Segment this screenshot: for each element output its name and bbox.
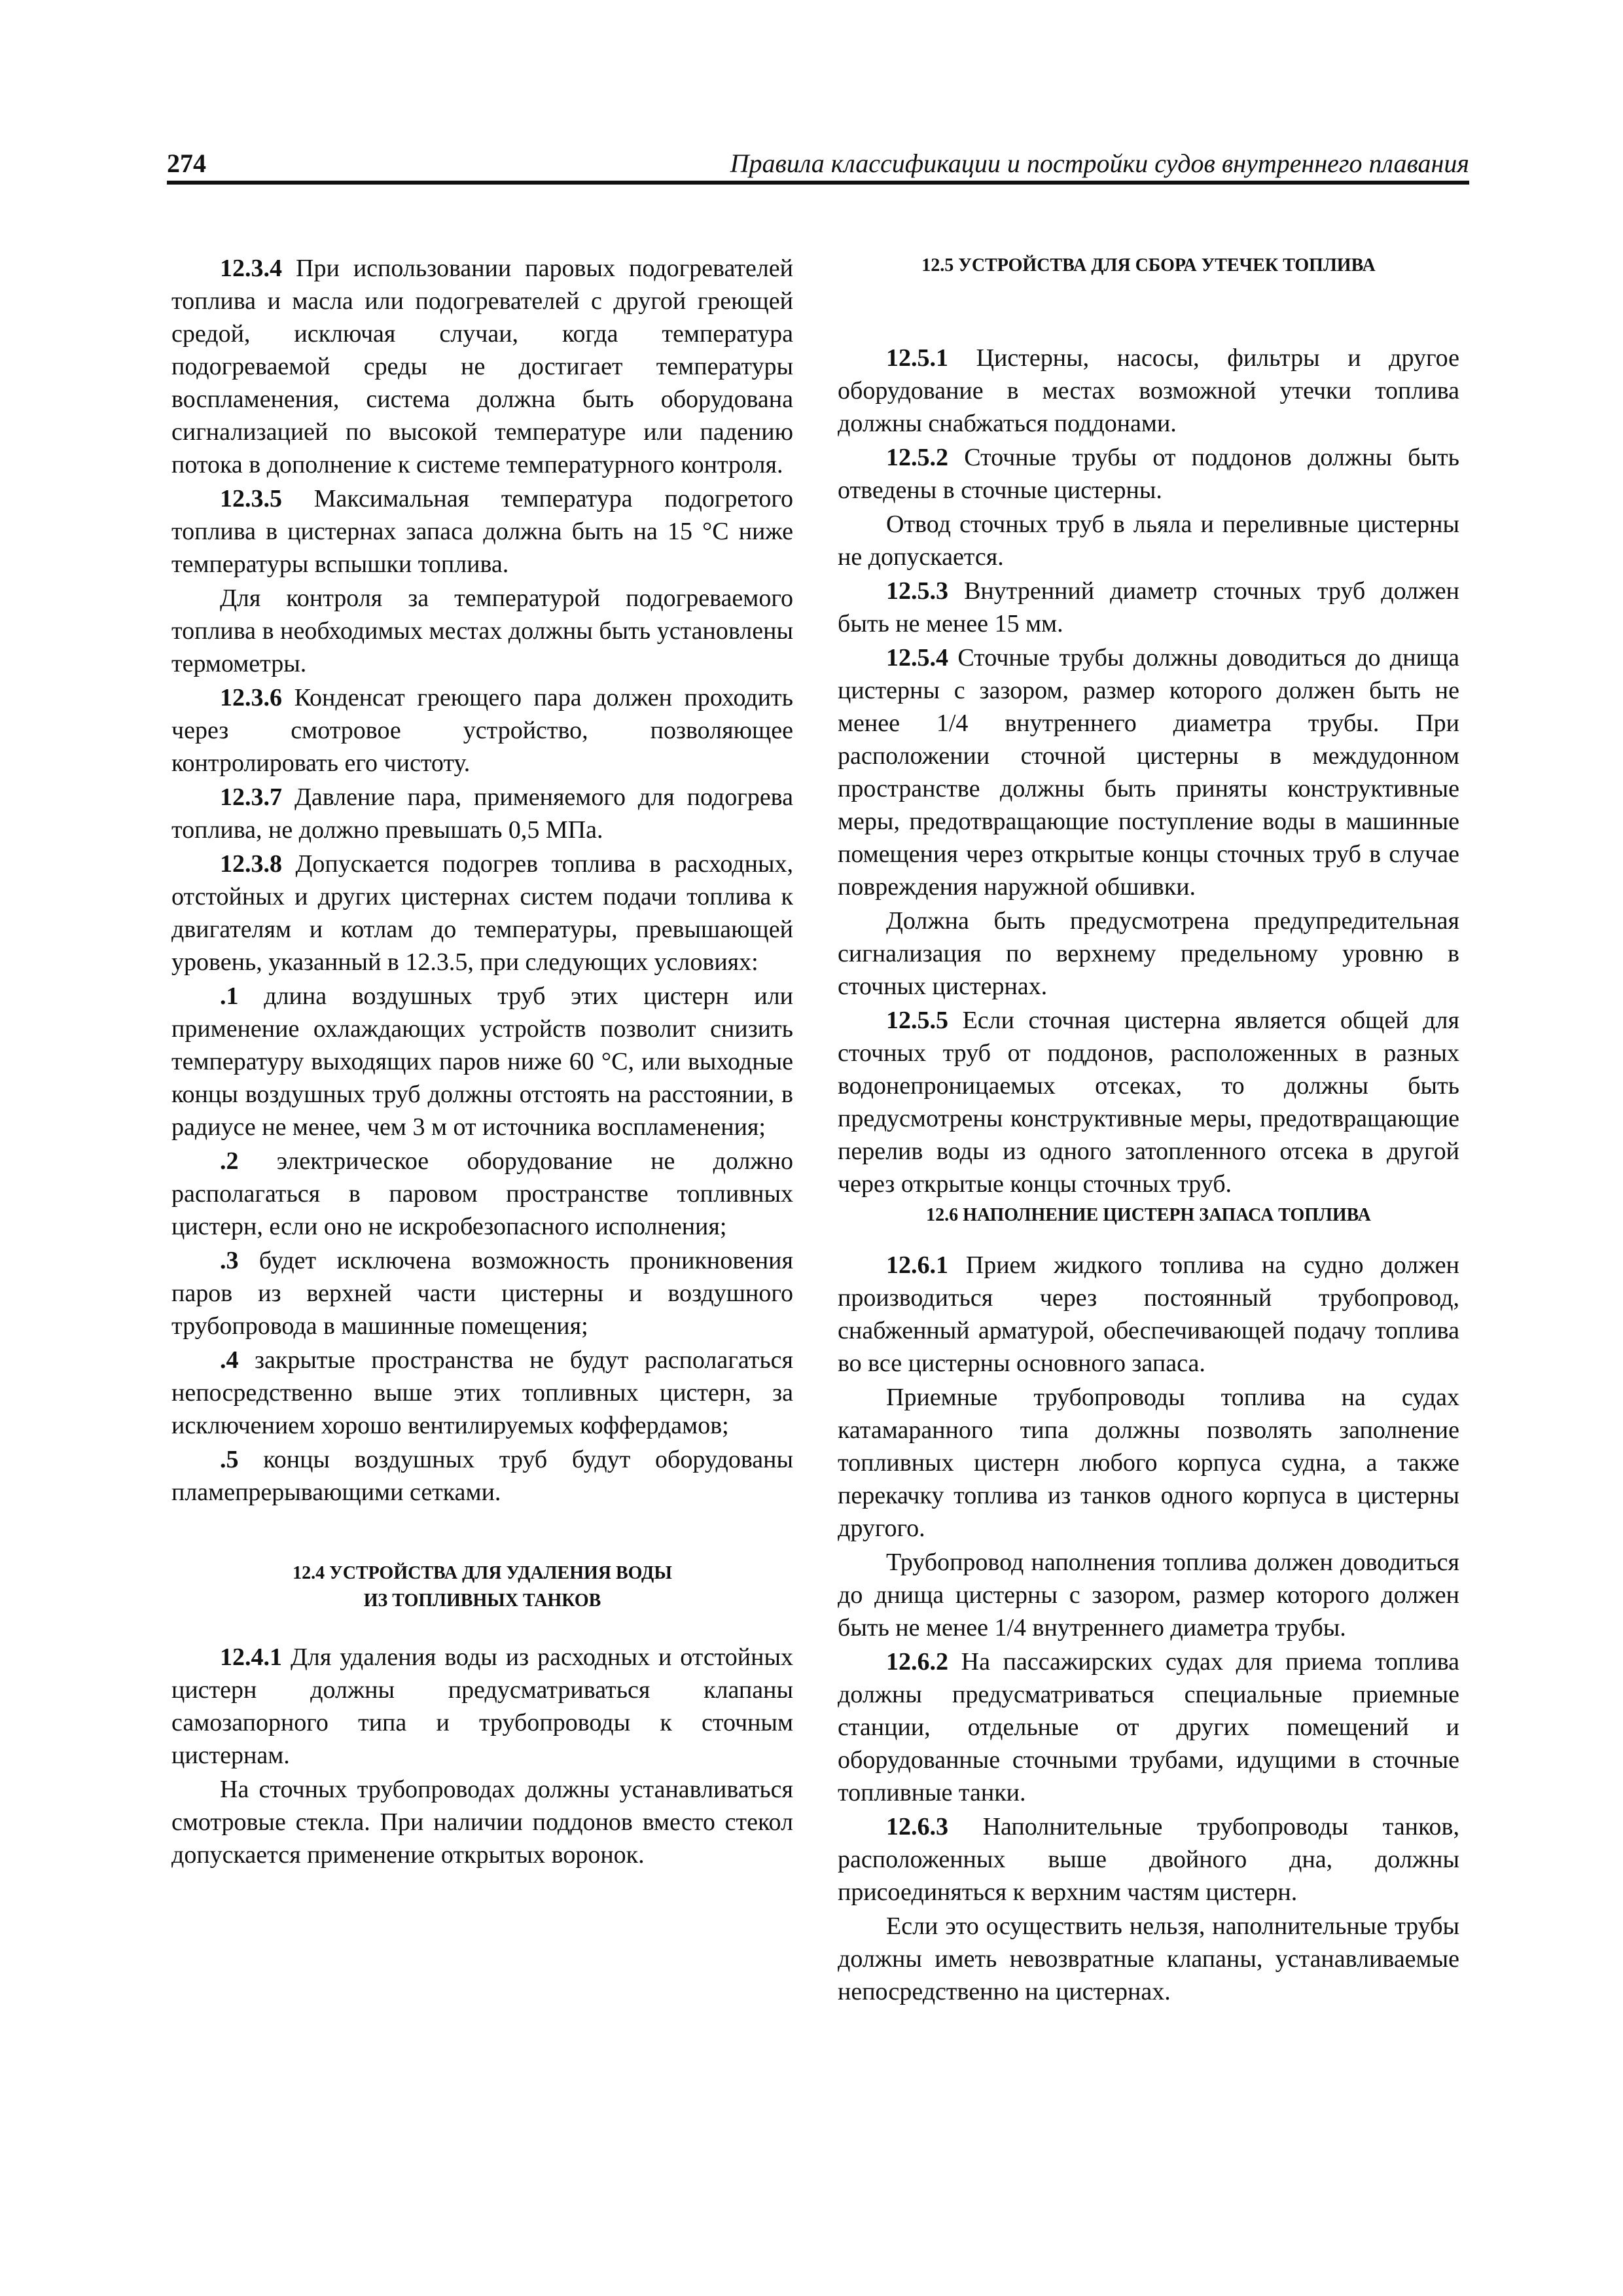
section-heading-line: 12.6 НАПОЛНЕНИЕ ЦИСТЕРН ЗАПАСА ТОПЛИВА: [926, 1205, 1371, 1225]
paragraph: [838, 641, 1459, 903]
paragraph-text: Отвод сточных труб в льяла и переливные цистерны не допускается.: [838, 511, 1459, 571]
paragraph: [838, 1645, 1459, 1809]
paragraph: [171, 1344, 793, 1442]
clause-number: 12.3.7: [220, 783, 282, 811]
clause-number: 12.5.1: [886, 344, 948, 372]
paragraph: [171, 781, 793, 846]
paragraph: [171, 1244, 793, 1342]
page-number: 274: [167, 149, 206, 178]
paragraph: [171, 980, 793, 1143]
paragraph-text: Приемные трубопроводы топлива на судах катамаранного типа должны позволять заполнение топливных цистерн любого корпуса судна, а также перекачку топлива из танков одного корпуса в цистерны другого.: [838, 1384, 1459, 1542]
paragraph: [171, 482, 793, 581]
paragraph: [838, 1910, 1459, 2008]
section-heading-line: 12.4 УСТРОЙСТВА ДЛЯ УДАЛЕНИЯ ВОДЫ: [293, 1563, 672, 1583]
paragraph: [171, 1641, 793, 1772]
clause-number: 12.6.2: [886, 1648, 948, 1676]
paragraph: [838, 1381, 1459, 1545]
clause-number: .4: [220, 1346, 239, 1374]
clause-number: .1: [220, 982, 239, 1010]
paragraph-text: Трубопровод наполнения топлива должен доводиться до днища цистерны с зазором, размер которого должен быть не менее 1/4 внутреннего диаметра трубы.: [838, 1549, 1459, 1641]
paragraph: [171, 252, 793, 481]
paragraph: [838, 1546, 1459, 1644]
paragraph-text: закрытые пространства не будут располагаться непосредственно выше этих топливных цистерн, за исключением хорошо вентилируемых коффердамов;: [171, 1346, 793, 1439]
paragraph-text: Внутренний диаметр сточных труб должен быть не менее 15 мм.: [838, 577, 1459, 637]
clause-number: 12.4.1: [220, 1643, 282, 1671]
section-heading: [171, 1560, 793, 1615]
paragraph-text: длина воздушных труб этих цистерн или применение охлаждающих устройств позволит снизить температуру выходящих паров ниже 60 °С, или выходные концы воздушных труб должны отстоять на расстоянии, в радиусе не менее, чем 3 м от источника воспламенения;: [171, 982, 793, 1141]
paragraph-text: Допускается подогрев топлива в расходных, отстойных и других цистернах систем подачи топлива к двигателям и котлам до температуры, превышающей уровень, указанный в 12.3.5, при следующих условиях:: [171, 850, 793, 976]
clause-number: 12.3.8: [220, 850, 282, 878]
clause-number: .3: [220, 1247, 239, 1274]
page-header: [167, 148, 1469, 185]
paragraph-text: Если сточная цистерна является общей для сточных труб от поддонов, расположенных в разных водонепроницаемых отсеках, то должны быть предусмотрены конструктивные меры, предотвращающие перелив воды из одного затопленного отсека в другой через открытые концы сточных труб.: [838, 1007, 1459, 1198]
paragraph-text: будет исключена возможность проникновения паров из верхней части цистерны и воздушного трубопровода в машинные помещения;: [171, 1247, 793, 1340]
paragraph-text: На сточных трубопроводах должны устанавливаться смотровые стекла. При наличии поддонов вместо стекол допускается применение открытых воронок.: [171, 1776, 793, 1869]
clause-number: 12.5.4: [886, 644, 948, 672]
clause-number: .2: [220, 1147, 239, 1175]
paragraph-text: Для удаления воды из расходных и отстойных цистерн должны предусматриваться клапаны самозапорного типа и трубопроводы к сточным цистернам.: [171, 1643, 793, 1769]
clause-number: 12.6.3: [886, 1813, 948, 1840]
paragraph-text: Прием жидкого топлива на судно должен производиться через постоянный трубопровод, снабженный арматурой, обеспечивающей подачу топлива во все цистерны основного запаса.: [838, 1251, 1459, 1377]
clause-number: 12.5.2: [886, 444, 948, 471]
right-column: [838, 252, 1459, 2009]
paragraph: [838, 1249, 1459, 1380]
paragraph: [171, 848, 793, 978]
paragraph: [838, 1004, 1459, 1200]
paragraph-text: Максимальная температура подогретого топлива в цистернах запаса должна быть на 15 °С ниже температуры вспышки топлива.: [171, 485, 793, 578]
clause-number: 12.5.3: [886, 577, 948, 605]
paragraph-text: Для контроля за температурой подогреваемого топлива в необходимых местах должны быть установлены термометры.: [171, 584, 793, 677]
section-heading-line: ИЗ ТОПЛИВНЫХ ТАНКОВ: [363, 1590, 601, 1611]
paragraph-text: Сточные трубы от поддонов должны быть отведены в сточные цистерны.: [838, 444, 1459, 504]
paragraph: [838, 342, 1459, 440]
paragraph-text: Если это осуществить нельзя, наполнительные трубы должны иметь невозвратные клапаны, устанавливаемые непосредственно на цистернах.: [838, 1912, 1459, 2005]
paragraph: [171, 582, 793, 680]
clause-number: 12.3.4: [220, 255, 282, 282]
section-heading: [838, 252, 1459, 279]
section-heading-line: 12.5 УСТРОЙСТВА ДЛЯ СБОРА УТЕЧЕК ТОПЛИВА: [921, 255, 1376, 276]
paragraph-text: Цистерны, насосы, фильтры и другое оборудование в местах возможной утечки топлива должны снабжаться поддонами.: [838, 344, 1459, 437]
paragraph-text: Должна быть предусмотрена предупредительная сигнализация по верхнему предельному уровню в сточных цистернах.: [838, 907, 1459, 1000]
paragraph: [838, 508, 1459, 573]
paragraph: [838, 575, 1459, 640]
paragraph-text: концы воздушных труб будут оборудованы пламепрерывающими сетками.: [171, 1446, 793, 1506]
left-column: [171, 252, 793, 1873]
clause-number: 12.3.6: [220, 684, 282, 711]
paragraph-text: На пассажирских судах для приема топлива должны предусматриваться специальные приемные станции, отдельные от других помещений и оборудованные сточными трубами, идущими в сточные топливные танки.: [838, 1648, 1459, 1806]
clause-number: .5: [220, 1446, 239, 1473]
clause-number: 12.6.1: [886, 1251, 948, 1279]
paragraph-text: электрическое оборудование не должно располагаться в паровом пространстве топливных цистерн, если оно не искробезопасного исполнения;: [171, 1147, 793, 1240]
paragraph: [838, 441, 1459, 507]
clause-number: 12.3.5: [220, 485, 282, 512]
paragraph-text: Конденсат греющего пара должен проходить через смотровое устройство, позволяющее контролировать его чистоту.: [171, 684, 793, 777]
paragraph: [171, 1443, 793, 1509]
paragraph: [171, 681, 793, 780]
paragraph: [171, 1773, 793, 1871]
paragraph-text: Наполнительные трубопроводы танков, расположенных выше двойного дна, должны присоединяться к верхним частям цистерн.: [838, 1813, 1459, 1906]
section-heading: [838, 1202, 1459, 1229]
clause-number: 12.5.5: [886, 1007, 948, 1034]
paragraph-text: Сточные трубы должны доводиться до днища цистерны с зазором, размер которого должен быть не менее 1/4 внутреннего диаметра трубы. При расположении сточной цистерны в междудонном пространстве должны быть приняты конструктивные меры, предотвращающие поступление воды в машинные помещения через открытые концы сточных труб в случае повреждения наружной обшивки.: [838, 644, 1459, 901]
paragraph: [838, 1810, 1459, 1909]
paragraph: [838, 905, 1459, 1003]
paragraph-text: Давление пара, применяемого для подогрева топлива, не должно превышать 0,5 МПа.: [171, 783, 793, 844]
paragraph: [171, 1145, 793, 1243]
running-title: Правила классификации и постройки судов внутреннего плавания: [730, 149, 1469, 178]
paragraph-text: При использовании паровых подогревателей топлива и масла или подогревателей с другой греющей средой, исключая случаи, когда температура подогреваемой среды не достигает температуры воспламенения, система должна быть оборудована сигнализацией по высокой температуре или падению потока в дополнение к системе температурного контроля.: [171, 255, 793, 478]
